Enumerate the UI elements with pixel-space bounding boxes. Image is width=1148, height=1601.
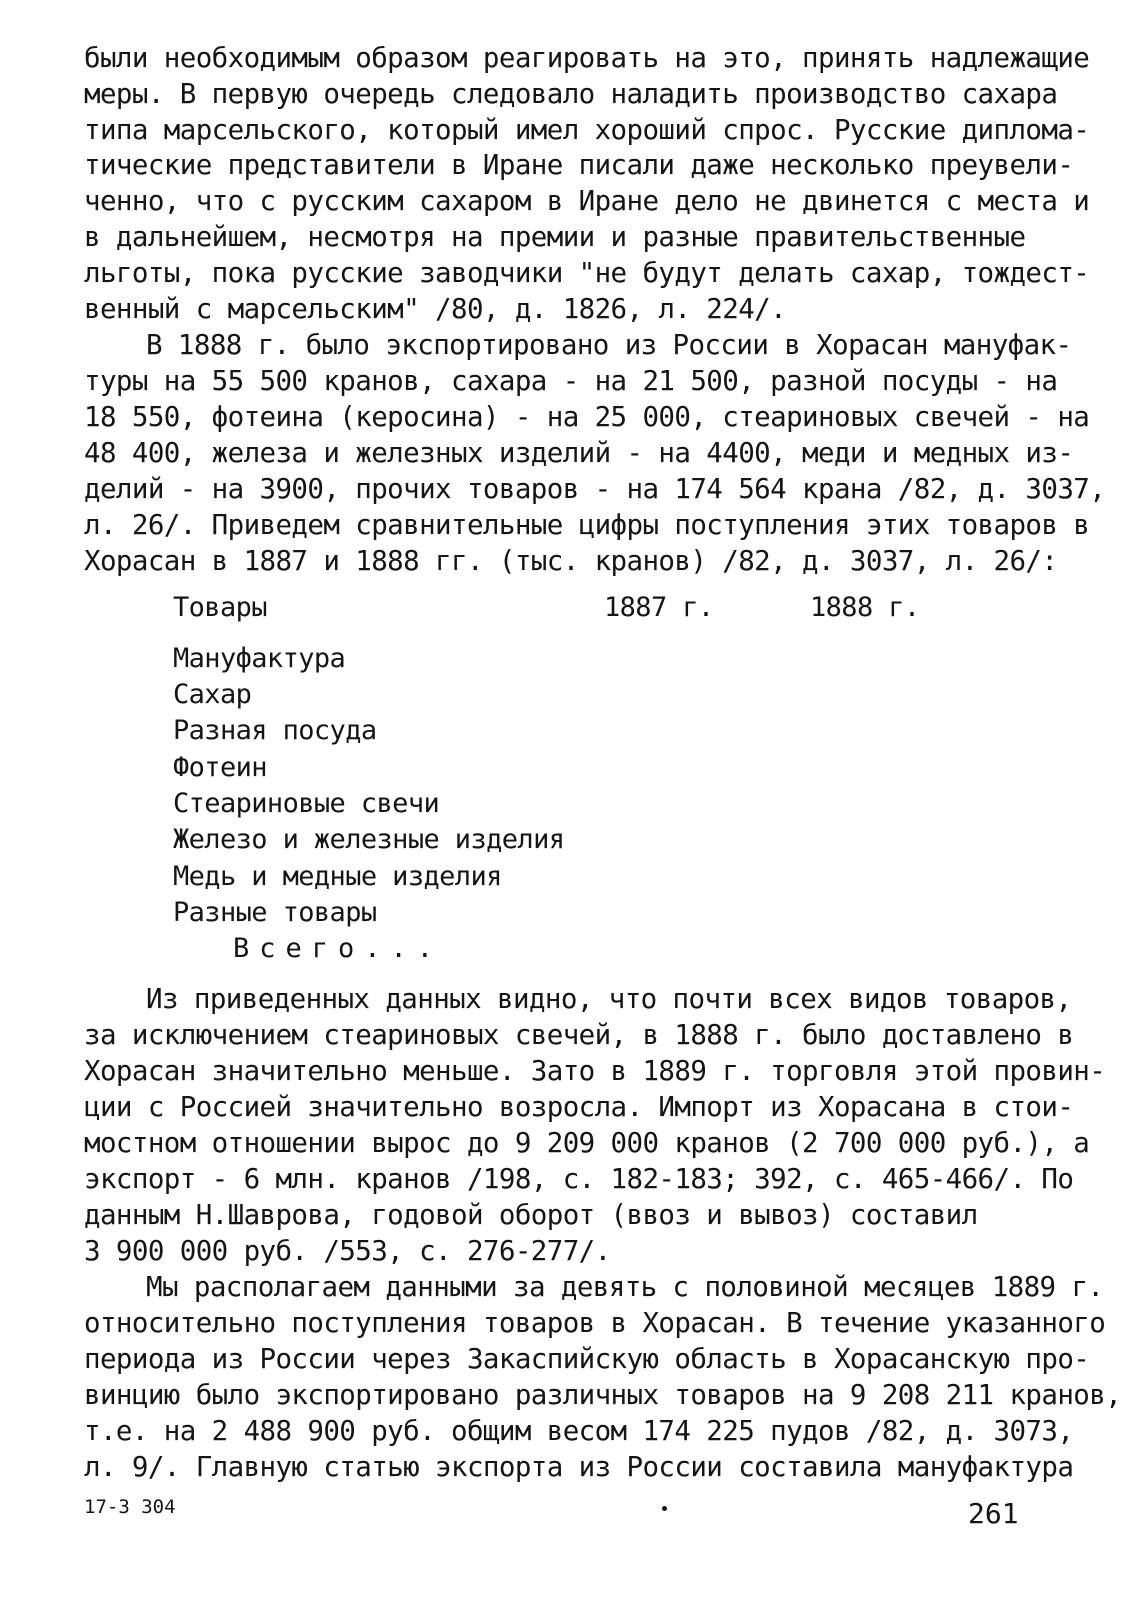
text-line: экспорт - 6 млн. кранов /198, с. 182-183; 392, с. 465-466/. По <box>84 1163 1074 1195</box>
header-goods: Товары <box>173 592 267 623</box>
text-line: т.е. на 2 488 900 руб. общим весом 174 225 пудов /82, д. 3073, <box>84 1415 1074 1447</box>
text-line: ченно, что с русским сахаром в Иране дело не двинется с места и <box>84 185 1090 217</box>
text-line: меры. В первую очередь следовало наладить производство сахара <box>84 78 1058 110</box>
text-line: данным Н.Шаврова, годовой оборот (ввоз и вывоз) составил <box>84 1199 978 1231</box>
text-line: относительно поступления товаров в Хорасан. В течение указанного <box>84 1307 1106 1339</box>
text-line: мостном отношении вырос до 9 209 000 кранов (2 700 000 руб.), а <box>84 1127 1090 1159</box>
text-line: л. 26/. Приведем сравнительные цифры поступления этих товаров в <box>84 509 1090 541</box>
text-line: в дальнейшем, несмотря на премии и разные правительственные <box>84 221 1026 253</box>
text-line: л. 9/. Главную статью экспорта из России составила мануфактура <box>84 1451 1074 1483</box>
text-line: туры на 55 500 кранов, сахара - на 21 500, разной посуды - на <box>84 365 1058 397</box>
text-line: делий - на 3900, прочих товаров - на 174 564 крана /82, д. 3037, <box>84 473 1106 505</box>
header-1887: 1887 г. <box>604 592 714 623</box>
text-line: были необходимым образом реагировать на это, принять надлежащие <box>84 42 1090 74</box>
text-line: Хорасан значительно меньше. Зато в 1889 г. торговля этой провин- <box>84 1055 1106 1087</box>
row-name: Фотеин <box>173 752 267 783</box>
text-line: за исключением стеариновых свечей, в 1888 г. было доставлено в <box>84 1019 1074 1051</box>
text-line: типа марсельского, который имел хороший спрос. Русские диплома- <box>84 114 1090 146</box>
row-name: Сахар <box>173 679 252 710</box>
text-line: 18 550, фотеина (керосина) - на 25 000, стеариновых свечей - на <box>84 401 1090 433</box>
total-label: Всего... <box>233 933 444 964</box>
text-line: венный с марсельским" /80, д. 1826, л. 224/. <box>84 293 787 325</box>
text-line: винцию было экспортировано различных товаров на 9 208 211 кранов, <box>84 1379 1122 1411</box>
text-line: Мы располагаем данными за девять с половиной месяцев 1889 г. <box>146 1271 1104 1303</box>
row-name: Стеариновые свечи <box>173 788 440 819</box>
text-line: льготы, пока русские заводчики "не будут делать сахар, тождест- <box>84 257 1090 289</box>
page-number: 261 <box>968 1497 1019 1530</box>
row-name: Разные товары <box>173 897 377 928</box>
printer-signature: 17-3 304 <box>84 1496 176 1518</box>
row-name: Железо и железные изделия <box>173 824 565 855</box>
text-line: 3 900 000 руб. /553, с. 276-277/. <box>84 1235 611 1267</box>
text-line: Хорасан в 1887 и 1888 гг. (тыс. кранов) /82, д. 3037, л. 26/: <box>84 545 1058 577</box>
text-line: 48 400, железа и железных изделий - на 4400, меди и медных из- <box>84 437 1074 469</box>
text-line: тические представители в Иране писали даже несколько преувели- <box>84 149 1074 181</box>
text-line: Из приведенных данных видно, что почти всех видов товаров, <box>146 983 1072 1015</box>
ink-dot <box>662 1506 667 1511</box>
text-line: периода из России через Закаспийскую область в Хорасанскую про- <box>84 1343 1090 1375</box>
row-name: Разная посуда <box>173 715 377 746</box>
text-line: В 1888 г. было экспортировано из России в Хорасан мануфак- <box>146 329 1072 361</box>
row-name: Мануфактура <box>173 643 346 674</box>
row-name: Медь и медные изделия <box>173 861 502 892</box>
text-line: ции с Россией значительно возросла. Импорт из Хорасана в стои- <box>84 1091 1074 1123</box>
header-1888: 1888 г. <box>810 592 920 623</box>
